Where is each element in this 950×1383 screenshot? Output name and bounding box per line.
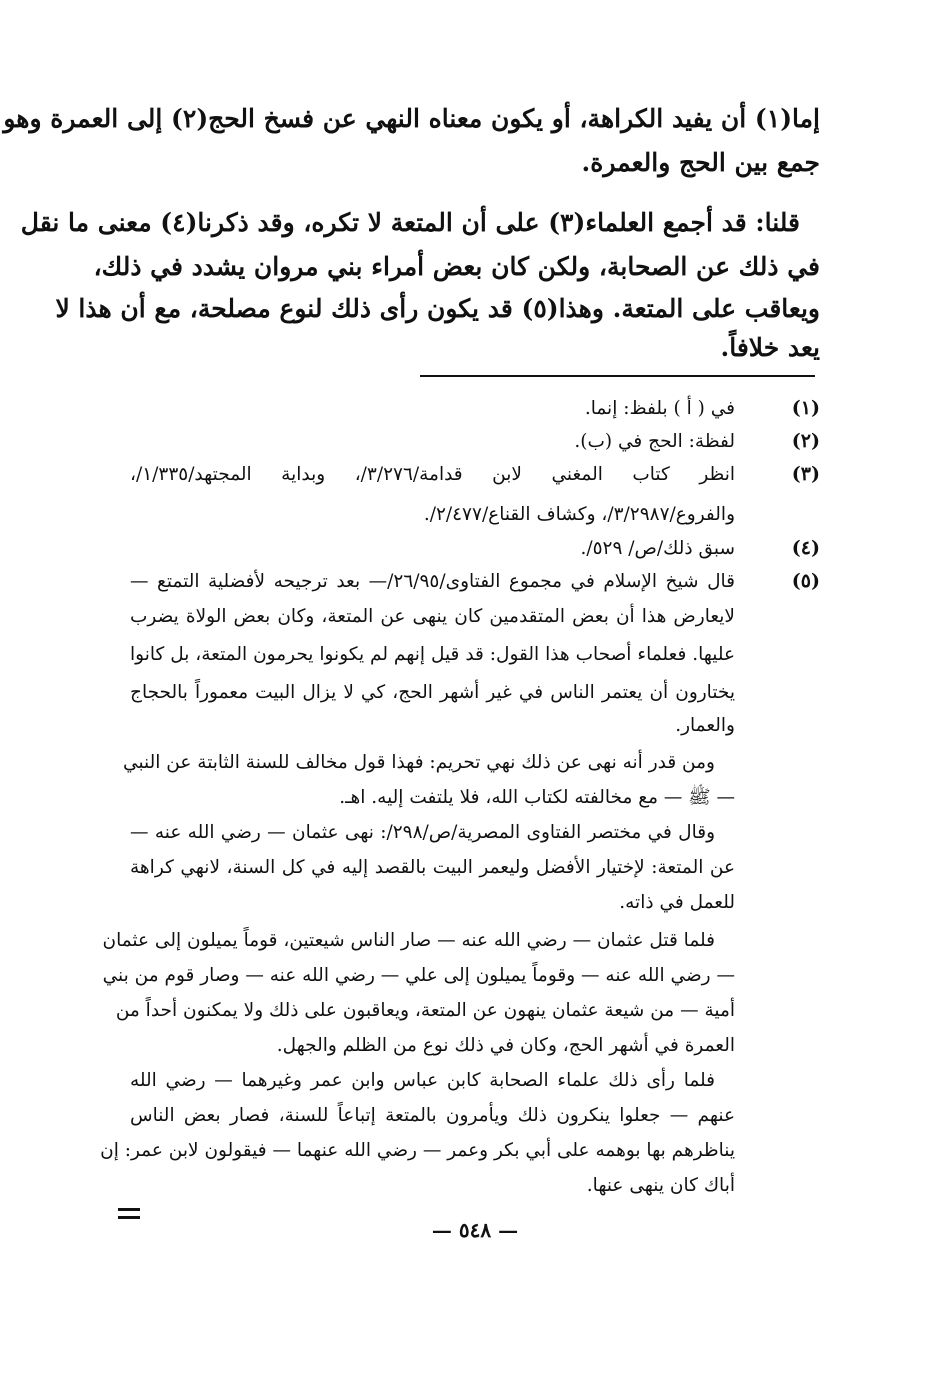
footnote-number: (١): [791, 397, 820, 419]
main-text-line: إما(١) أن يفيد الكراهة، أو يكون معناه النهي عن فسخ الحج(٢) إلى العمرة وهو: [3, 104, 820, 133]
footnote-line: لفظة: الحج في (ب).: [574, 431, 735, 452]
footnote-line: انظر كتاب المغني لابن قدامة/٣/٢٧٦/، وبداية المجتهد/١/٣٣٥/،: [130, 464, 735, 485]
main-text-line: في ذلك عن الصحابة، ولكن كان بعض أمراء بني مروان يشدد في ذلك،: [93, 252, 820, 281]
footnote-line: عن المتعة: لإختيار الأفضل وليعمر البيت بالقصد إليه في كل السنة، لانهي كراهة: [130, 857, 735, 878]
footnote-line: ومن قدر أنه نهى عن ذلك نهي تحريم: فهذا قول مخالف للسنة الثابتة عن النبي: [123, 752, 715, 773]
footnote-line: عليها. فعلماء أصحاب هذا القول: قد قيل إنهم لم يكونوا يحرمون المتعة، بل كانوا: [130, 644, 735, 665]
footnote-line: في ( أ ) بلفظ: إنما.: [584, 398, 735, 419]
footnote-line: للعمل في ذاته.: [619, 892, 735, 913]
main-text-line: يعد خلافاً.: [720, 333, 820, 362]
main-text-line: جمع بين الحج والعمرة.: [581, 148, 820, 177]
footnote-line: أمية — من شيعة عثمان ينهون عن المتعة، ويعاقبون على ذلك ولا يمكنون أحداً من: [115, 1000, 735, 1021]
footnote-separator: [420, 375, 815, 377]
page-number: — ٥٤٨ —: [431, 1218, 519, 1242]
main-text-line: ويعاقب على المتعة. وهذا(٥) قد يكون رأى ذلك لنوع مصلحة، مع أن هذا لا: [55, 294, 820, 323]
footnote-line: — رضي الله عنه — وقوماً يميلون إلى علي — رضي الله عنه — وصار قوم من بني: [102, 965, 735, 986]
footnote-line: يختارون أن يعتمر الناس في غير أشهر الحج، كي لا يزال البيت معموراً بالحجاج: [130, 682, 735, 703]
footnote-number: (٢): [791, 430, 820, 452]
footnote-number: (٤): [791, 537, 820, 559]
footnote-line: قال شيخ الإسلام في مجموع الفتاوى/٢٦/٩٥/— بعد ترجيحه لأفضلية التمتع —: [130, 571, 735, 592]
footnote-line: لايعارض هذا أن بعض المتقدمين كان ينهى عن المتعة، وكان بعض الولاة يضرب: [130, 606, 735, 627]
footnote-line: سبق ذلك/ص/ ٥٢٩/.: [580, 538, 735, 559]
footnote-line: فلما قتل عثمان — رضي الله عنه — صار الناس شيعتين، قوماً يميلون إلى عثمان: [102, 930, 715, 951]
footnote-line: العمرة في أشهر الحج، وكان في ذلك نوع من الظلم والجهل.: [276, 1035, 735, 1056]
footnote-number: (٣): [791, 463, 820, 485]
footnote-number: (٥): [791, 570, 820, 592]
footnote-line: والفروع/٣/٢٩٨٧/، وكشاف القناع/٢/٤٧٧/.: [423, 504, 735, 525]
main-text-line: قلنا: قد أجمع العلماء(٣) على أن المتعة لا تكره، وقد ذكرنا(٤) معنى ما نقل: [20, 208, 800, 237]
footnote-line: والعمار.: [675, 715, 735, 736]
footnote-line: وقال في مختصر الفتاوى المصرية/ص/٢٩٨/: نهى عثمان — رضي الله عنه —: [130, 822, 716, 843]
footnote-line: — ﷺ — مع مخالفته لكتاب الله، فلا يلتفت إليه. اهـ.: [339, 787, 735, 808]
footnote-line: فلما رأى ذلك علماء الصحابة كابن عباس وابن عمر وغيرهما — رضي الله: [130, 1070, 715, 1091]
footnote-line: يناظرهم بها بوهمه على أبي بكر وعمر — رضي الله عنهما — فيقولون لابن عمر: إن: [100, 1140, 735, 1161]
footnote-line: عنهم — جعلوا ينكرون ذلك ويأمرون بالمتعة إتباعاً للسنة، فصار بعض الناس: [130, 1105, 735, 1126]
footnote-line: أباك كان ينهى عنها.: [586, 1175, 735, 1196]
